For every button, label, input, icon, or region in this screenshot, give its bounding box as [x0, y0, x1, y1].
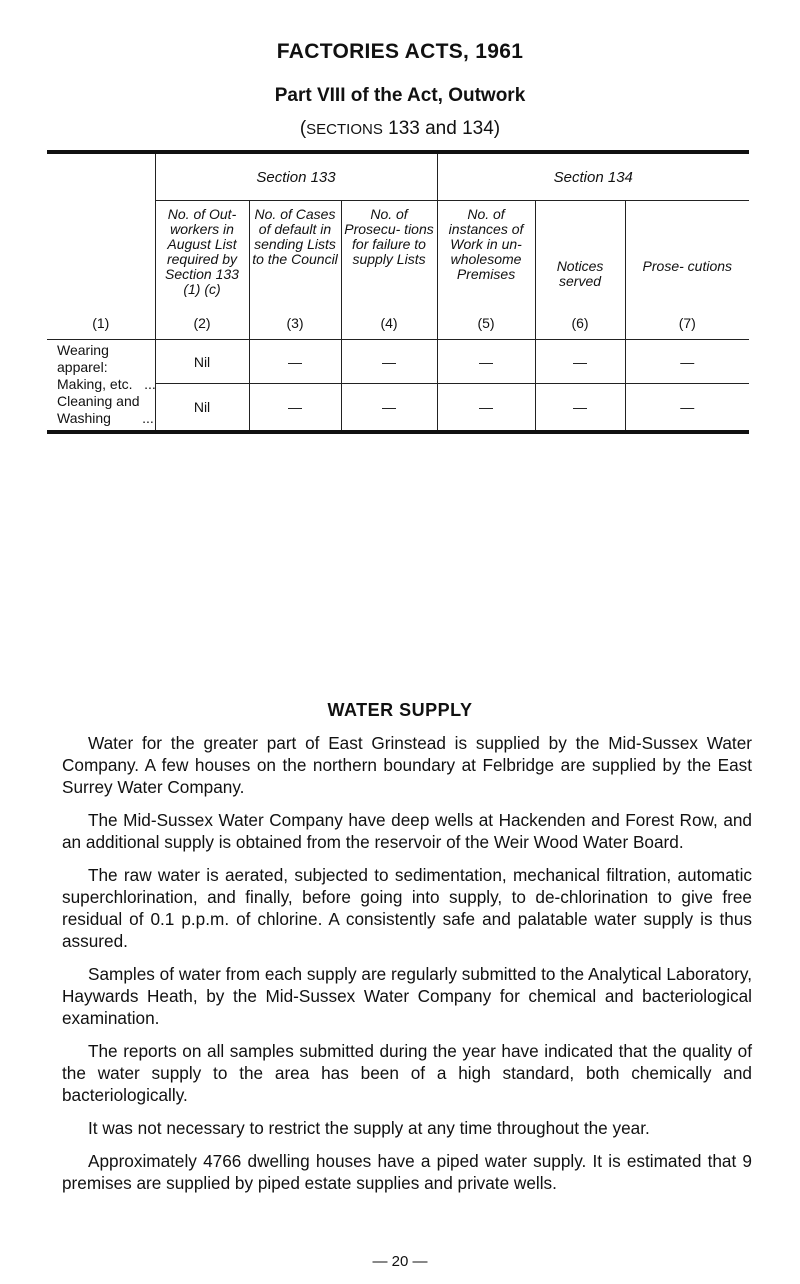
table-row: [47, 340, 749, 384]
table-cell: —: [535, 384, 625, 432]
table-cell: —: [437, 384, 535, 432]
section-134-header: Section 134: [437, 152, 749, 201]
table-cell: —: [625, 340, 749, 384]
column-header-6: Notices served (6): [535, 201, 625, 340]
table-cell: —: [341, 384, 437, 432]
sections-reference: [0, 118, 800, 140]
paragraph: The reports on all samples submitted during the year have indicated that the quality of the water supply to the area has been of a high standard, both chemically and bacteriologically.: [62, 1041, 752, 1105]
page-title: FACTORIES ACTS, 1961: [276, 40, 524, 63]
page-number: — 20 —: [372, 1253, 428, 1270]
table-cell: —: [249, 340, 341, 384]
paragraph: Water for the greater part of East Grinstead is supplied by the Mid-Sussex Water Company. A few houses on the northern boundary at Felbridge are supplied by the East Surrey Water Company.: [62, 733, 752, 797]
table-cell: —: [341, 340, 437, 384]
table-cell: —: [437, 340, 535, 384]
table-cell: —: [625, 384, 749, 432]
column-header-7: Prose- cutions (7): [625, 201, 749, 340]
paragraph: The Mid-Sussex Water Company have deep wells at Hackenden and Forest Row, and an additional supply is obtained from the reservoir of the Weir Wood Water Board.: [62, 810, 752, 852]
column-header-1: (1): [47, 152, 155, 340]
column-header-4: No. of Prosecu- tions for failure to supply Lists (4): [341, 201, 437, 340]
table-cell: Nil: [155, 340, 249, 384]
table-cell: —: [535, 340, 625, 384]
table-cell: Nil: [155, 384, 249, 432]
sections-rest: 133 and 134): [388, 118, 501, 139]
row-label: Wearing apparel: Making, etc. ... Cleaning and Washing ...: [47, 340, 155, 432]
sections-word: SECTIONS: [306, 121, 383, 138]
page-subtitle: Part VIII of the Act, Outwork: [274, 85, 526, 106]
paragraph: It was not necessary to restrict the supply at any time throughout the year.: [88, 1118, 650, 1138]
water-supply-heading: WATER SUPPLY: [327, 700, 473, 720]
paragraph: The raw water is aerated, subjected to sedimentation, mechanical filtration, automatic superchlorination, and finally, before going into supply, to de-chlorination to give free residual of 0.1 p.p.m. of chlorine. A consistently safe and palatable water supply is thus assured.: [62, 865, 752, 951]
column-header-2: No. of Out- workers in August List required by Section 133 (1) (c) (2): [155, 201, 249, 340]
water-supply-body: [62, 732, 752, 1205]
paragraph: Samples of water from each supply are regularly submitted to the Analytical Laboratory, Haywards Heath, by the Mid-Sussex Water Company for chemical and bacteriological examination.: [62, 964, 752, 1028]
sections-open: (: [299, 118, 307, 139]
column-header-5: No. of instances of Work in un- wholesome Premises (5): [437, 201, 535, 340]
section-133-header: Section 133: [155, 152, 437, 201]
column-header-3: No. of Cases of default in sending Lists to the Council (3): [249, 201, 341, 340]
paragraph: Approximately 4766 dwelling houses have a piped water supply. It is estimated that 9 premises are supplied by piped estate supplies and private wells.: [62, 1151, 752, 1193]
table-cell: —: [249, 384, 341, 432]
outwork-table: [47, 150, 749, 434]
